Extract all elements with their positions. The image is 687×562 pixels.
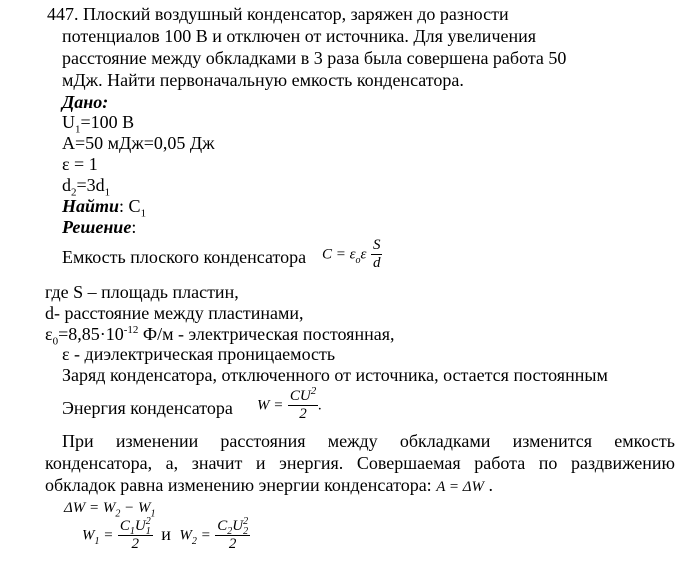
problem-line-2: потенциалов 100 В и отключен от источника. Для увеличения — [62, 26, 537, 46]
w1-w2-formulas: $W_1$ = $\frac{C_1U^2_1}{2}$ и $W_2$ = $\frac{C_2U^2_2}{2}$ — [82, 516, 249, 552]
given-work: A=50 мДж=0,05 Дж — [62, 133, 215, 153]
charge-line: Заряд конденсатора, отключенного от источника, остается постоянным — [62, 365, 608, 385]
given-voltage: $U_1=100$ В — [62, 112, 135, 136]
eps0-line: $\varepsilon_0=8,85\cdot 10^{-12}$ Ф/м - электрическая постоянная, — [45, 324, 395, 348]
capacity-formula: $C = \varepsilon_o\varepsilon$ $\frac{S}{d}$ — [322, 237, 381, 271]
delta-w-formula: $\Delta W = W_2 - W_1$ — [64, 500, 156, 520]
where-d: d- расстояние между пластинами, — [45, 303, 304, 323]
capacity-label: Емкость плоского конденсатора — [62, 247, 307, 267]
given-epsilon: ε = 1 — [62, 154, 98, 174]
eps-desc: ε - диэлектрическая проницаемость — [62, 344, 336, 364]
solution-heading: Решение: — [62, 217, 137, 237]
problem-line-3: расстояние между обкладками в 3 раза была совершена работа 50 — [62, 48, 567, 68]
energy-label: Энергия конденсатора — [62, 398, 233, 418]
problem-line-1: 447. Плоский воздушный конденсатор, заряжен до разности — [47, 4, 509, 24]
find-line: Найти: $C_1$ — [62, 196, 147, 220]
where-s: где S – площадь пластин, — [45, 282, 239, 302]
problem-line-4: мДж. Найти первоначальную емкость конденсатора. — [62, 70, 464, 90]
energy-formula: W = $\frac{CU^2}{2}$ . — [257, 385, 322, 422]
work-paragraph: При изменении расстояния между обкладками изменится емкость конденсатора, а, значит и энергия. Совершаемая работа по раздвижению обкладок равна изменению энергии конденсатора: A = ΔW . — [45, 431, 675, 495]
given-distance: $d_2=3d_1$ — [62, 175, 111, 199]
given-heading: Дано: — [62, 92, 109, 112]
